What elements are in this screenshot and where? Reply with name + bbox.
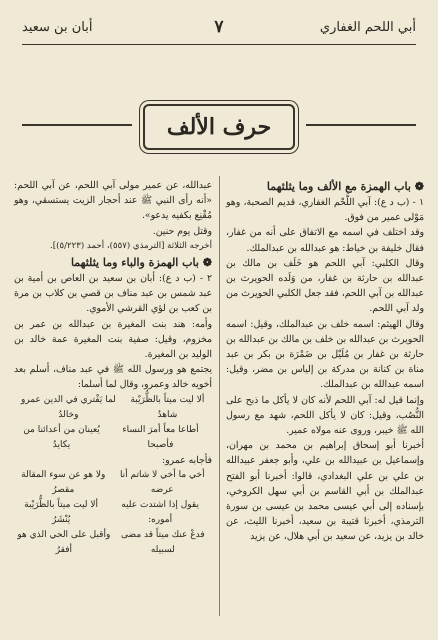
source-citation: أخرجه الثلاثة [الترمذي (٥٥٧)، أحمد (٥/٢٢٣)]. <box>50 240 212 251</box>
body-paragraph: أخبرنا أبو إسحاق إبراهيم بن محمد بن مهران، وإسماعيل بن عبيدالله بن علي، وأبو جعفر عبيدالله بن علي بن علي البغدادي، قالوا: أخبرنا أبو الفتح عبدالملك بن أبي القاسم بن أبي سهل الكروخي، بإسناده إلى أبي عيسى محمد بن عيسى بن سورة الترمذي، أخبرنا قتيبة بن سعيد، أخبرنا الليث، عن خالد بن يزيد، عن سعيد بن أبي هلال، عن يزيد <box>226 440 424 543</box>
poem-verses <box>14 468 212 558</box>
poem-hemistich: أطاعا معاً أمرَ النساء فأصبحا <box>122 424 199 450</box>
poem-hemistich: فدعْ عنك ميتاً قد مضى لسبيله <box>121 529 205 555</box>
body-paragraph: وقد اختلف في اسمه مع الاتفاق على أنه من غفار، فقال خليفة بن خياط: هو عبدالله بن عبدالملك. <box>226 227 424 254</box>
poem-hemistich: ألا ليت ميتاً بالظُّرَيْبة شاهدٌ <box>130 394 205 420</box>
body-paragraph: وإنما قيل له: آبي اللحم لأنه كان لا يأكل ما ذبح على النُّصُب، وقيل: كان لا يأكل اللحم، شهد مع رسول الله ﷺ خيبر، وروى عنه مولاه عمير. <box>226 394 424 437</box>
body-paragraph: فأجابه عمرو: <box>161 454 212 466</box>
poem-hemistich: لما يَفْتري في الدين عمرو وخالدُ <box>20 394 116 420</box>
poem-hemistich: أخي ما أخي لا شاتم أنا عرضه <box>119 469 205 495</box>
header-left-title: أبان بن سعيد <box>22 20 93 35</box>
running-header <box>22 17 416 42</box>
ornament-line-left <box>22 124 132 126</box>
body-paragraph: وقال الهيثم: اسمه خلف بن عبدالملك، وقيل: اسمه الحويرث بن عبدالله بن خلف بن مالك بن عبدالله بن حارثة بن غفار بن مُلَيْل بن ضَمْرَة بن بكر بن عبد مناة بن كنانة بن مدركة بن إلياس بن مضر، وقيل: اسمه عبدالله بن عبدالملك. <box>226 318 424 391</box>
body-paragraph: عبدالله، عن عمير مولى آبي اللحم، عن آبي اللحم: «أنه رأى النبي ﷺ عند أحجار الزيت يستسقي، وهو مُقْنِع بكفيه يدعو». <box>14 180 212 222</box>
left-column <box>14 178 212 558</box>
chapter-heading: ❁ باب الهمزة والباء وما يثلثهما <box>70 256 212 270</box>
poem-verse <box>14 393 212 423</box>
poem-hemistich: ألا ليت ميتاً بالظُّرَيْبة يُنْشَرُ <box>24 499 99 525</box>
poem-verse <box>14 498 212 528</box>
poem-hemistich: يقول إذا اشتدت عليه أموره: <box>121 499 199 525</box>
poem-verse <box>14 528 212 558</box>
chapter-heading: ❁ باب الهمزة مع الألف وما يثلثهما <box>266 180 424 193</box>
body-paragraph: وقال الكلبي: آبي اللحم هو خَلَف بن مالك بن عبدالله بن حارثة بن غفار، من وَلَده الحويرث بن عبدالله بن آبي اللحم، فقد جعل الكلبي الحويرث من ولد آبي اللحم. <box>226 257 424 315</box>
section-title-banner <box>143 104 295 150</box>
poem-hemistich: يُعينان من أعدائنا من يكايدُ <box>23 424 100 450</box>
poem-verse <box>14 468 212 498</box>
poem-verse <box>14 423 212 453</box>
body-paragraph: ١ - (ب د ع): آبي اللَّحْم الغفاري، قديم الصحبة، وهو مَوْلى عمير من فوق. <box>226 197 424 224</box>
right-column <box>226 178 424 545</box>
poem-verses <box>14 393 212 453</box>
section-title: حرف الألف <box>166 114 272 140</box>
header-right-title: أبي اللحم الغفاري <box>319 20 416 35</box>
poem-hemistich: ولا هو عن سوء المقالة مقصرُ <box>21 469 106 495</box>
ornament-line-right <box>306 124 416 126</box>
header-rule <box>22 44 416 45</box>
body-paragraph: وأمه: هند بنت المغيرة بن عبدالله بن عمر بن مخزوم، وقيل: صفية بنت المغيرة عمة خالد بن الوليد بن المغيرة. <box>14 318 212 361</box>
column-divider <box>219 176 220 616</box>
body-paragraph: وقتل يوم حنين. <box>152 225 212 237</box>
poem-hemistich: وأقبل على الحي الذي هو أفقرُ <box>17 529 111 555</box>
page-number: ٧ <box>214 17 224 37</box>
body-paragraph: يجتمع هو ورسول الله ﷺ في عبد مناف، أسلم بعد أخويه خالد وعمرو، وقال لما أسلما: <box>14 364 212 391</box>
body-paragraph: ٢ - (ب د ع): أبان بن سعيد بن العاص بن أمية بن عبد شمس بن عبد مناف بن قصي بن كلاب بن مرة بن كعب بن لؤي القرشي الأموي. <box>14 273 212 315</box>
